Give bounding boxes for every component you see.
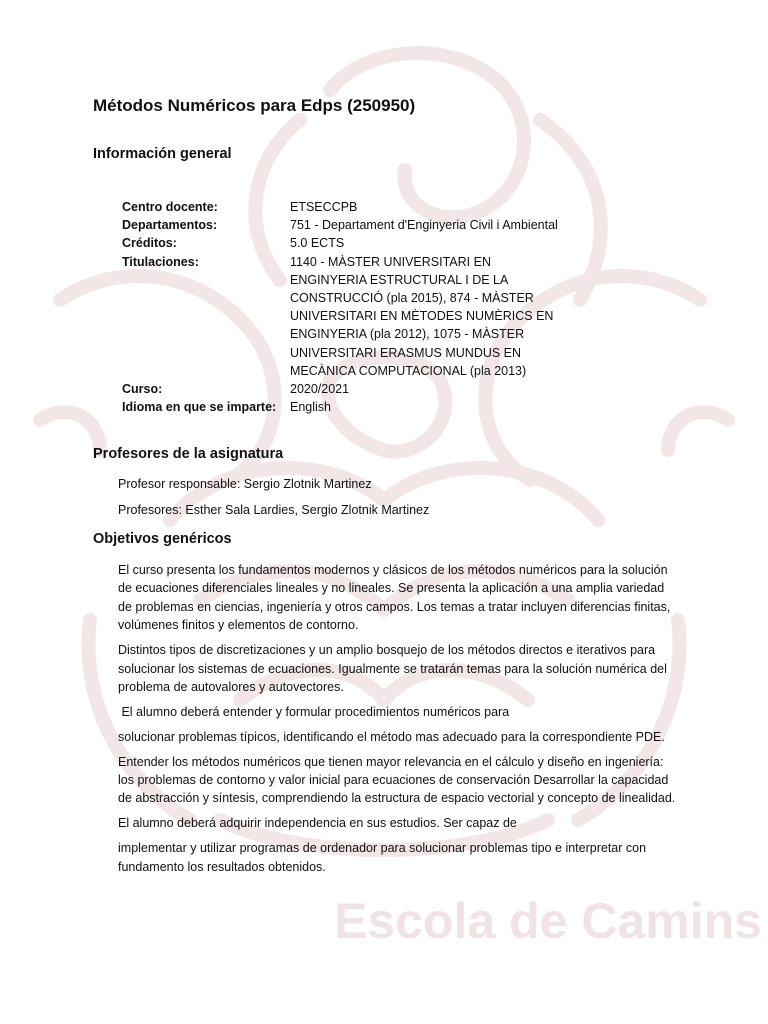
- objectives-paragraph: El alumno deberá entender y formular procedimientos numéricos para: [118, 704, 510, 719]
- info-value: 5.0 ECTS: [290, 236, 345, 251]
- objectives-body: [118, 561, 678, 883]
- professors-list: Profesores: Esther Sala Lardies, Sergio Zlotnik Martinez: [118, 503, 430, 517]
- info-key: Créditos:: [122, 236, 177, 251]
- info-value: ETSECCPB: [290, 200, 358, 214]
- info-row-creditos: [122, 234, 572, 252]
- objectives-paragraph: El alumno deberá adquirir independencia en sus estudios. Ser capaz de: [118, 816, 517, 831]
- info-key: Curso:: [122, 382, 163, 397]
- professor-responsible: Profesor responsable: Sergio Zlotnik Martinez: [118, 477, 372, 491]
- objectives-paragraph: solucionar problemas típicos, identificando el método mas adecuado para la correspondiente PDE.: [118, 729, 665, 744]
- objectives-paragraph: Entender los métodos numéricos que tienen mayor relevancia en el cálculo y diseño en ingeniería: los problemas de contorno y valor inicial para ecuaciones de conservación Desarrollar la capacidad de abstracción y síntesis, comprendiendo la estructura de espacio vectorial y concepto de linealidad.: [118, 754, 676, 806]
- objectives-paragraph: El curso presenta los fundamentos modernos y clásicos de los métodos numéricos para la solución de ecuaciones diferenciales lineales y no lineales. Se presenta la aplicación a una amplia variedad de problemas en ciencias, ingeniería y otros campos. Los temas a tratar incluyen diferencias finitas, volúmenes finitos y elementos de contorno.: [118, 563, 671, 633]
- info-value: 751 - Departament d'Enginyeria Civil i Ambiental: [290, 218, 558, 233]
- section-heading-general: Información general: [93, 146, 232, 162]
- info-key: Titulaciones:: [122, 254, 199, 269]
- info-key: Departamentos:: [122, 218, 218, 233]
- info-key: Centro docente:: [122, 200, 218, 214]
- info-row-centro: [122, 198, 572, 216]
- objectives-paragraph: Distintos tipos de discretizaciones y un amplio bosquejo de los métodos directos e iterativos para solucionar los sistemas de ecuaciones. Igualmente se tratarán temas para la solución numérica del problema de autovalores y autovectores.: [118, 643, 667, 694]
- info-row-titulaciones: [122, 253, 572, 380]
- info-row-curso: [122, 380, 572, 398]
- info-row-departamentos: [122, 216, 572, 234]
- objectives-paragraph: implementar y utilizar programas de ordenador para solucionar problemas tipo e interpretar con fundamento los resultados obtenidos.: [118, 841, 647, 874]
- section-heading-objectives: Objetivos genéricos: [93, 531, 232, 547]
- info-row-idioma: [122, 398, 572, 416]
- info-value: English: [290, 400, 331, 415]
- info-value: 1140 - MÀSTER UNIVERSITARI EN ENGINYERIA ESTRUCTURAL I DE LA CONSTRUCCIÓ (pla 2015), 874 - MÀSTER UNIVERSITARI EN MÈTODES NUMÈRICS EN ENGINYERIA (pla 2012), 1075 - MÀSTER UNIVERSITARI ERASMUS MUNDUS EN MECÀNICA COMPUTACIONAL (pla 2013): [290, 254, 554, 378]
- info-key: Idioma en que se imparte:: [122, 400, 277, 415]
- info-value: 2020/2021: [290, 382, 350, 397]
- general-info-table: [122, 198, 572, 416]
- section-heading-professors: Profesores de la asignatura: [93, 446, 284, 462]
- page-title: Métodos Numéricos para Edps (250950): [93, 96, 416, 115]
- watermark-text: Escola de Camins: [334, 893, 762, 949]
